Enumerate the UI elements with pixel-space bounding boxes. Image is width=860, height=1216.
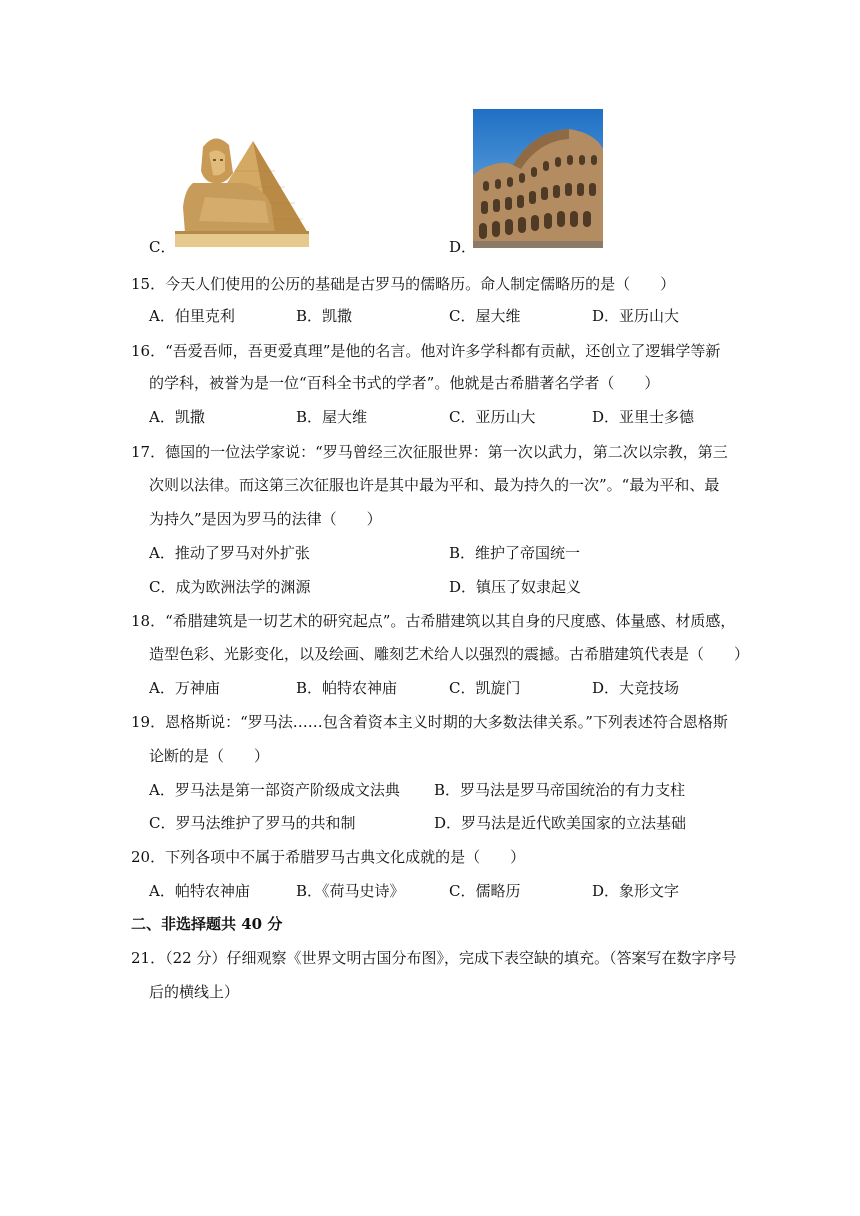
q18-option-b: B．帕特农神庙 bbox=[296, 679, 398, 697]
question-18-stem-cont: 造型色彩、光影变化，以及绘画、雕刻艺术给人以强烈的震撼。古希腊建筑代表是（ ） bbox=[149, 645, 750, 663]
q17-option-b: B．维护了帝国统一 bbox=[449, 544, 581, 562]
q20-option-a: A．帕特农神庙 bbox=[149, 882, 250, 900]
q15-option-b: B．凯撒 bbox=[296, 307, 353, 325]
q17-option-a: A．推动了罗马对外扩张 bbox=[149, 544, 310, 562]
question-17-stem-cont-2: 为持久”是因为罗马的法律（ ） bbox=[149, 510, 382, 528]
option-d-label: D． bbox=[449, 238, 477, 256]
q20-option-d: D．象形文字 bbox=[592, 882, 680, 900]
q17-option-c: C．成为欧洲法学的渊源 bbox=[149, 578, 311, 596]
q18-option-d: D．大竞技场 bbox=[592, 679, 680, 697]
q17-option-d: D．镇压了奴隶起义 bbox=[449, 578, 582, 596]
question-16-stem-cont: 的学科，被誉为是一位“百科全书式的学者”。他就是古希腊著名学者（ ） bbox=[149, 374, 660, 392]
q16-option-b: B．屋大维 bbox=[296, 408, 368, 426]
q15-option-d: D．亚历山大 bbox=[592, 307, 680, 325]
question-17-stem-cont-1: 次则以法律。而这第三次征服也许是其中最为平和、最为持久的一次”。“最为平和、最 bbox=[149, 476, 720, 494]
q16-option-d: D．亚里士多德 bbox=[592, 408, 695, 426]
question-20-stem: 20．下列各项中不属于希腊罗马古典文化成就的是（ ） bbox=[131, 848, 526, 866]
question-21-stem-cont: 后的横线上） bbox=[149, 983, 240, 1001]
q15-option-a: A．伯里克利 bbox=[149, 307, 235, 325]
question-21-stem: 21．（22 分）仔细观察《世界文明古国分布图》，完成下表空缺的填充。（答案写在数字序号 bbox=[131, 949, 737, 967]
q19-option-c: C．罗马法维护了罗马的共和制 bbox=[149, 814, 356, 832]
sphinx-pyramid-image bbox=[175, 127, 309, 247]
question-16-stem: 16．“吾爱吾师，吾更爱真理”是他的名言。他对许多学科都有贡献，还创立了逻辑学等新 bbox=[131, 342, 721, 360]
question-19-stem-cont: 论断的是（ ） bbox=[149, 747, 270, 765]
question-18-stem: 18．“希腊建筑是一切艺术的研究起点”。古希腊建筑以其自身的尺度感、体量感、材质感， bbox=[131, 612, 736, 630]
q18-option-a: A．万神庙 bbox=[149, 679, 220, 697]
q19-option-d: D．罗马法是近代欧美国家的立法基础 bbox=[434, 814, 687, 832]
q16-option-a: A．凯撒 bbox=[149, 408, 205, 426]
option-c-label: C． bbox=[149, 238, 176, 256]
q20-option-b: B．《荷马史诗》 bbox=[296, 882, 405, 900]
q19-option-b: B．罗马法是罗马帝国统治的有力支柱 bbox=[434, 781, 686, 799]
q15-option-c: C．屋大维 bbox=[449, 307, 521, 325]
q19-option-a: A．罗马法是第一部资产阶级成文法典 bbox=[149, 781, 400, 799]
section-2-heading: 二、非选择题共 40 分 bbox=[131, 915, 283, 933]
q20-option-c: C．儒略历 bbox=[449, 882, 521, 900]
question-17-stem: 17．德国的一位法学家说：“罗马曾经三次征服世界：第一次以武力，第二次以宗教，第三 bbox=[131, 443, 728, 461]
question-19-stem: 19．恩格斯说：“罗马法……包含着资本主义时期的大多数法律关系。”下列表述符合恩格斯 bbox=[131, 713, 728, 731]
colosseum-image bbox=[473, 109, 603, 248]
question-15-stem: 15．今天人们使用的公历的基础是古罗马的儒略历。命人制定儒略历的是（ ） bbox=[131, 275, 676, 293]
q18-option-c: C．凯旋门 bbox=[449, 679, 521, 697]
q16-option-c: C．亚历山大 bbox=[449, 408, 536, 426]
